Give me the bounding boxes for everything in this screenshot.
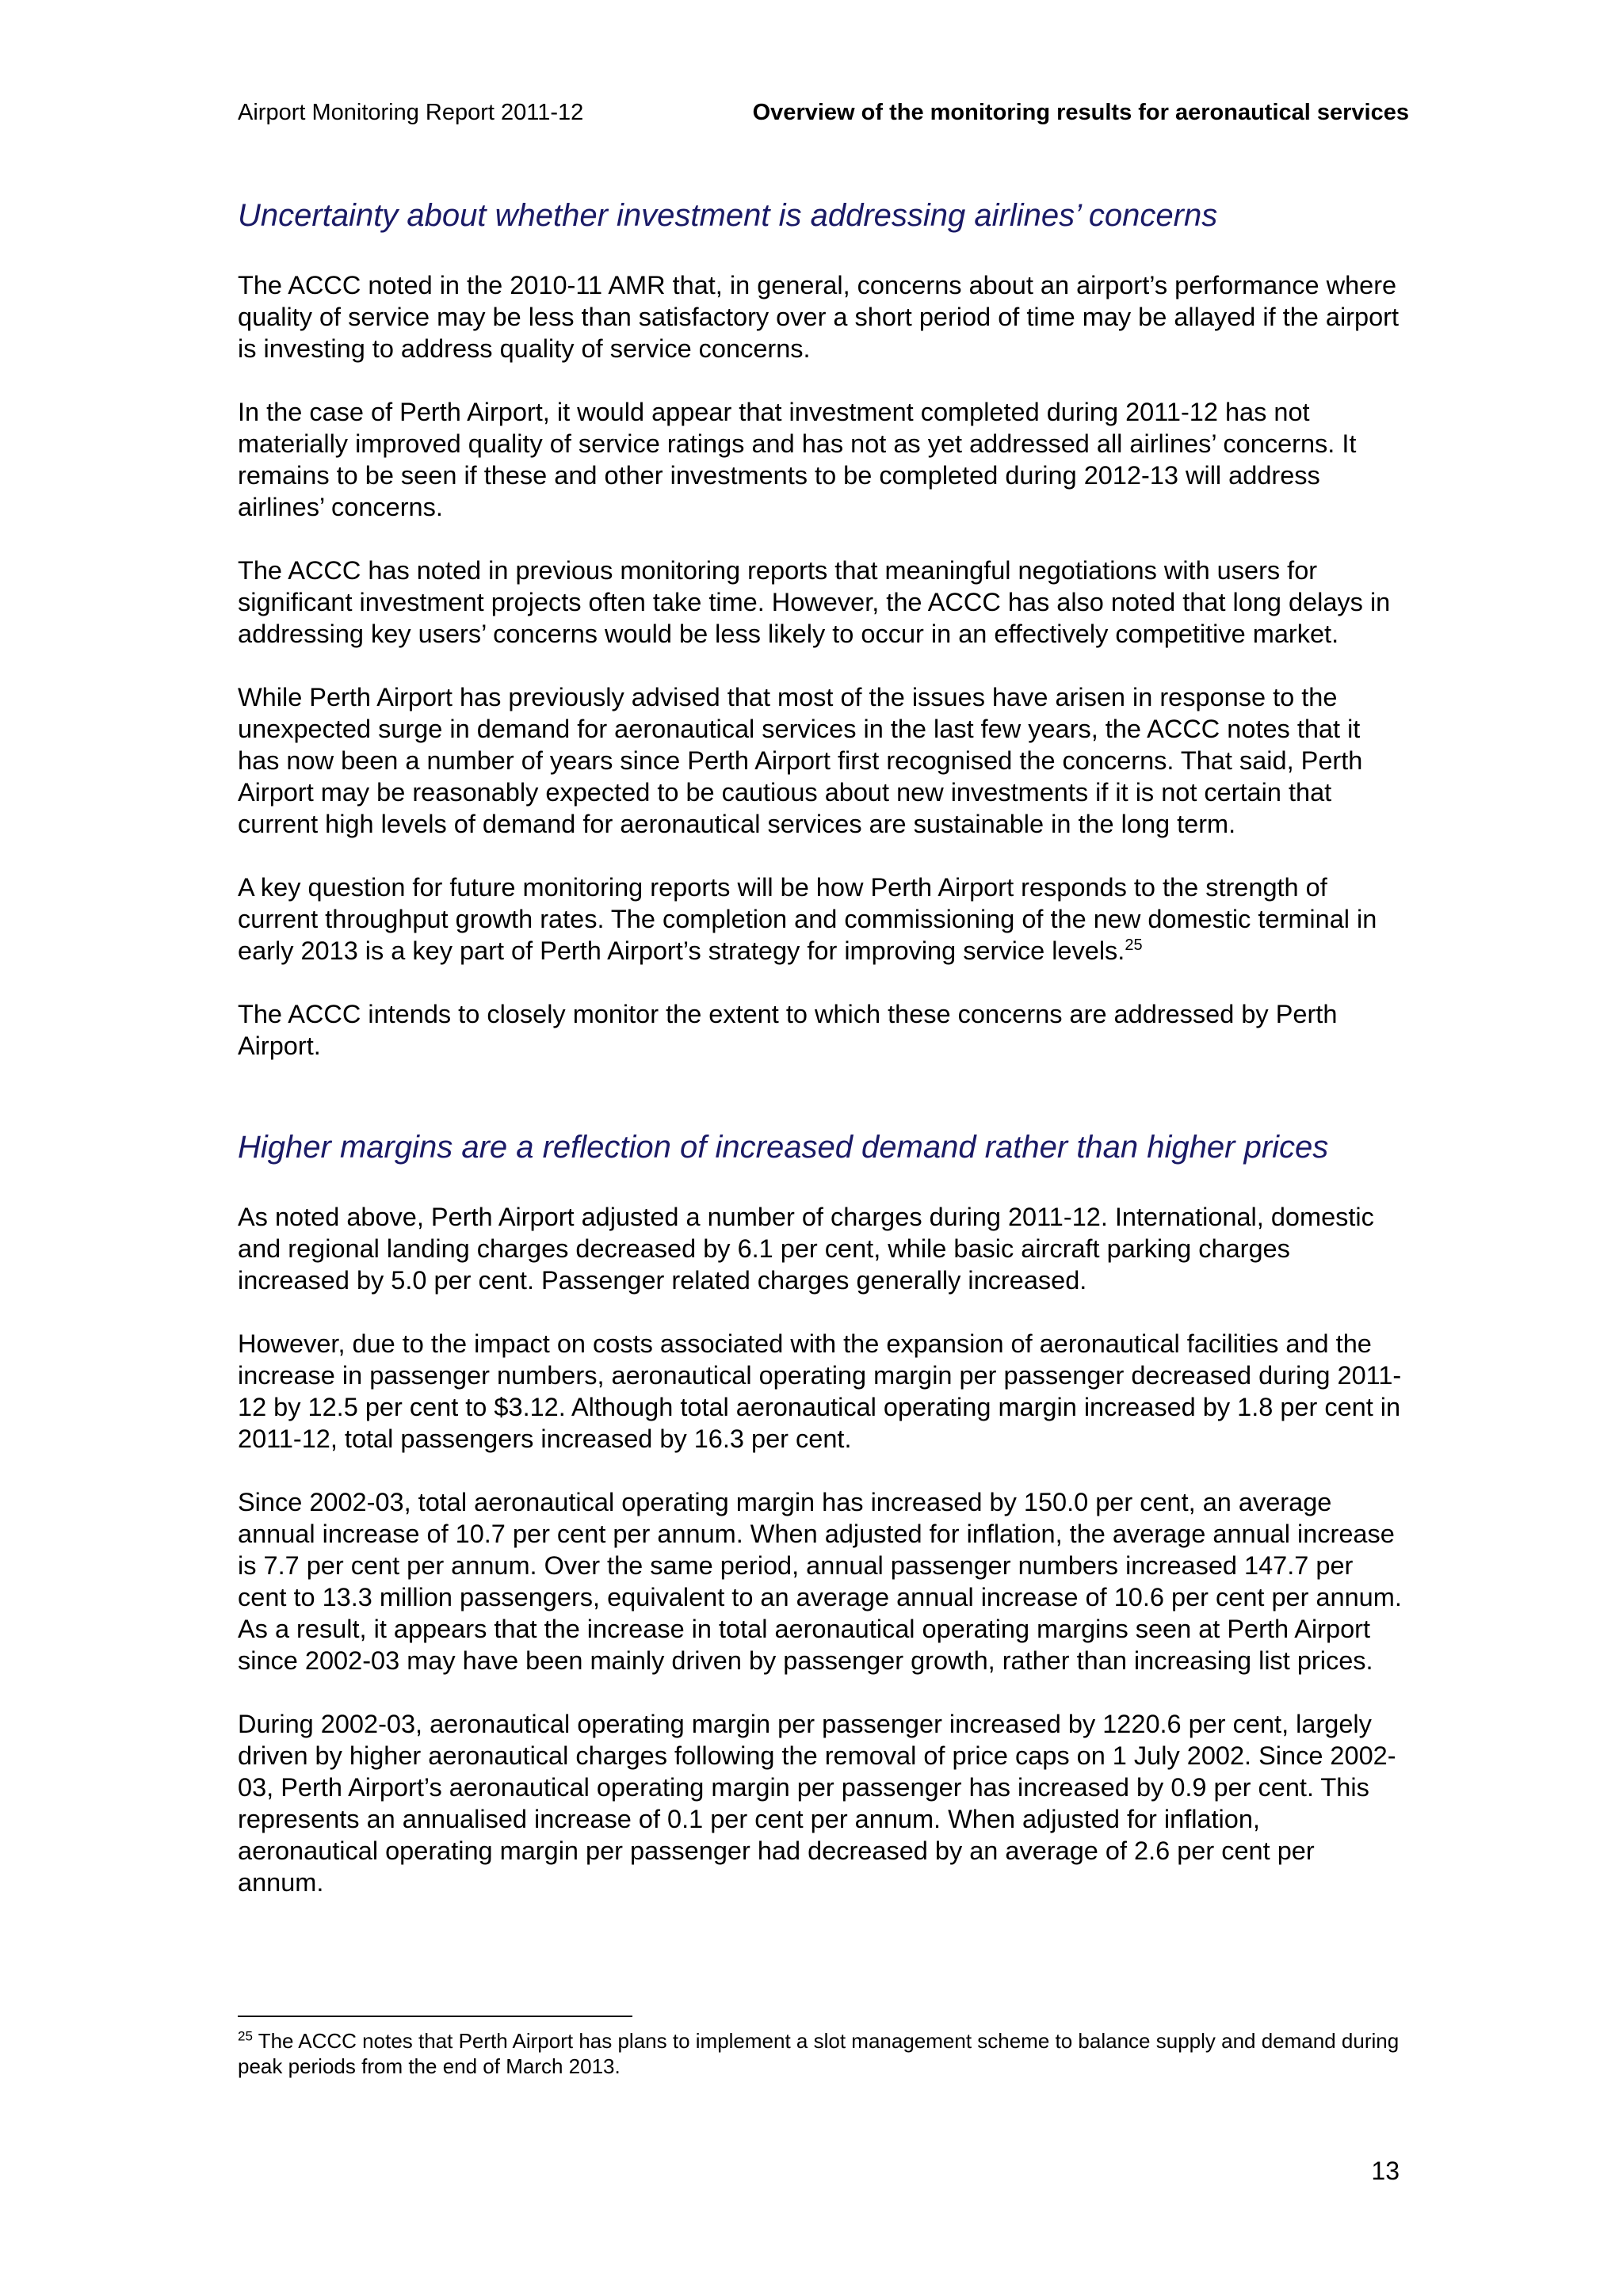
footnote-text: The ACCC notes that Perth Airport has plans to implement a slot management scheme to balance supply and demand during peak periods from the end of March 2013. xyxy=(238,2029,1400,2078)
header-report-title: Airport Monitoring Report 2011-12 xyxy=(238,100,584,125)
paragraph: While Perth Airport has previously advised that most of the issues have arisen in response to the unexpected surge in demand for aeronautical services in the last few years, the ACCC notes that it has now been a number of years since Perth Airport first recognised the concerns. That said, Perth Airport may be reasonably expected to be cautious about new investments if it is not certain that current high levels of demand for aeronautical services are sustainable in the long term. xyxy=(238,683,1363,838)
paragraph-with-footnote xyxy=(238,871,1403,967)
paragraph: In the case of Perth Airport, it would appear that investment completed during 2011-12 has not materially improved quality of service ratings and has not as yet addressed all airlines’ concerns. It remains to be seen if these and other investments to be completed during 2012-13 will address airlines’ concerns. xyxy=(238,398,1357,521)
page-number: 13 xyxy=(1371,2157,1400,2185)
section-heading-investment: Uncertainty about whether investment is addressing airlines’ concerns xyxy=(238,198,1218,233)
body-content xyxy=(238,193,1403,1930)
paragraph: As noted above, Perth Airport adjusted a number of charges during 2011-12. International, domestic and regional landing charges decreased by 6.1 per cent, while basic aircraft parking charges increased by 5.0 per cent. Passenger related charges generally increased. xyxy=(238,1203,1374,1295)
paragraph: The ACCC intends to closely monitor the extent to which these concerns are addressed by Perth Airport. xyxy=(238,1000,1338,1060)
paragraph: However, due to the impact on costs associated with the expansion of aeronautical facilities and the increase in passenger numbers, aeronautical operating margin per passenger decreased during 2011-12 by 12.5 per cent to $3.12. Although total aeronautical operating margin increased by 1.8 per cent in 2011-12, total passengers increased by 16.3 per cent. xyxy=(238,1329,1402,1453)
paragraph: Since 2002-03, total aeronautical operating margin has increased by 150.0 per cent, an average annual increase of 10.7 per cent per annum. When adjusted for inflation, the average annual increase is 7.7 per cent per annum. Over the same period, annual passenger numbers increased 147.7 per cent to 13.3 million passengers, equivalent to an average annual increase of 10.6 per cent per annum. As a result, it appears that the increase in total aeronautical operating margins seen at Perth Airport since 2002-03 may have been mainly driven by passenger growth, rather than increasing list prices. xyxy=(238,1488,1402,1675)
paragraph-text: A key question for future monitoring reports will be how Perth Airport responds to the strength of current throughput growth rates. The completion and commissioning of the new domestic terminal in early 2013 is a key part of Perth Airport’s strategy for improving service levels. xyxy=(238,873,1377,965)
section-heading-margins: Higher margins are a reflection of increased demand rather than higher prices xyxy=(238,1130,1329,1165)
footnote xyxy=(238,2028,1403,2079)
footnote-number: 25 xyxy=(238,2028,253,2044)
header-chapter-title: Overview of the monitoring results for aeronautical services xyxy=(752,100,1409,125)
footnote-reference[interactable]: 25 xyxy=(1125,936,1143,955)
running-header xyxy=(238,97,1409,128)
paragraph: The ACCC noted in the 2010-11 AMR that, in general, concerns about an airport’s performance where quality of service may be less than satisfactory over a short period of time may be allayed if the airport is investing to address quality of service concerns. xyxy=(238,271,1399,363)
paragraph: During 2002-03, aeronautical operating margin per passenger increased by 1220.6 per cent, largely driven by higher aeronautical charges following the removal of price caps on 1 July 2002. Since 2002-03, Perth Airport’s aeronautical operating margin per passenger has increased by 0.9 per cent. This represents an annualised increase of 0.1 per cent per annum. When adjusted for inflation, aeronautical operating margin per passenger had decreased by an average of 2.6 per cent per annum. xyxy=(238,1710,1396,1897)
footnote-separator xyxy=(238,2016,632,2017)
paragraph: The ACCC has noted in previous monitoring reports that meaningful negotiations with users for significant investment projects often take time. However, the ACCC has also noted that long delays in addressing key users’ concerns would be less likely to occur in an effectively competitive market. xyxy=(238,556,1391,648)
